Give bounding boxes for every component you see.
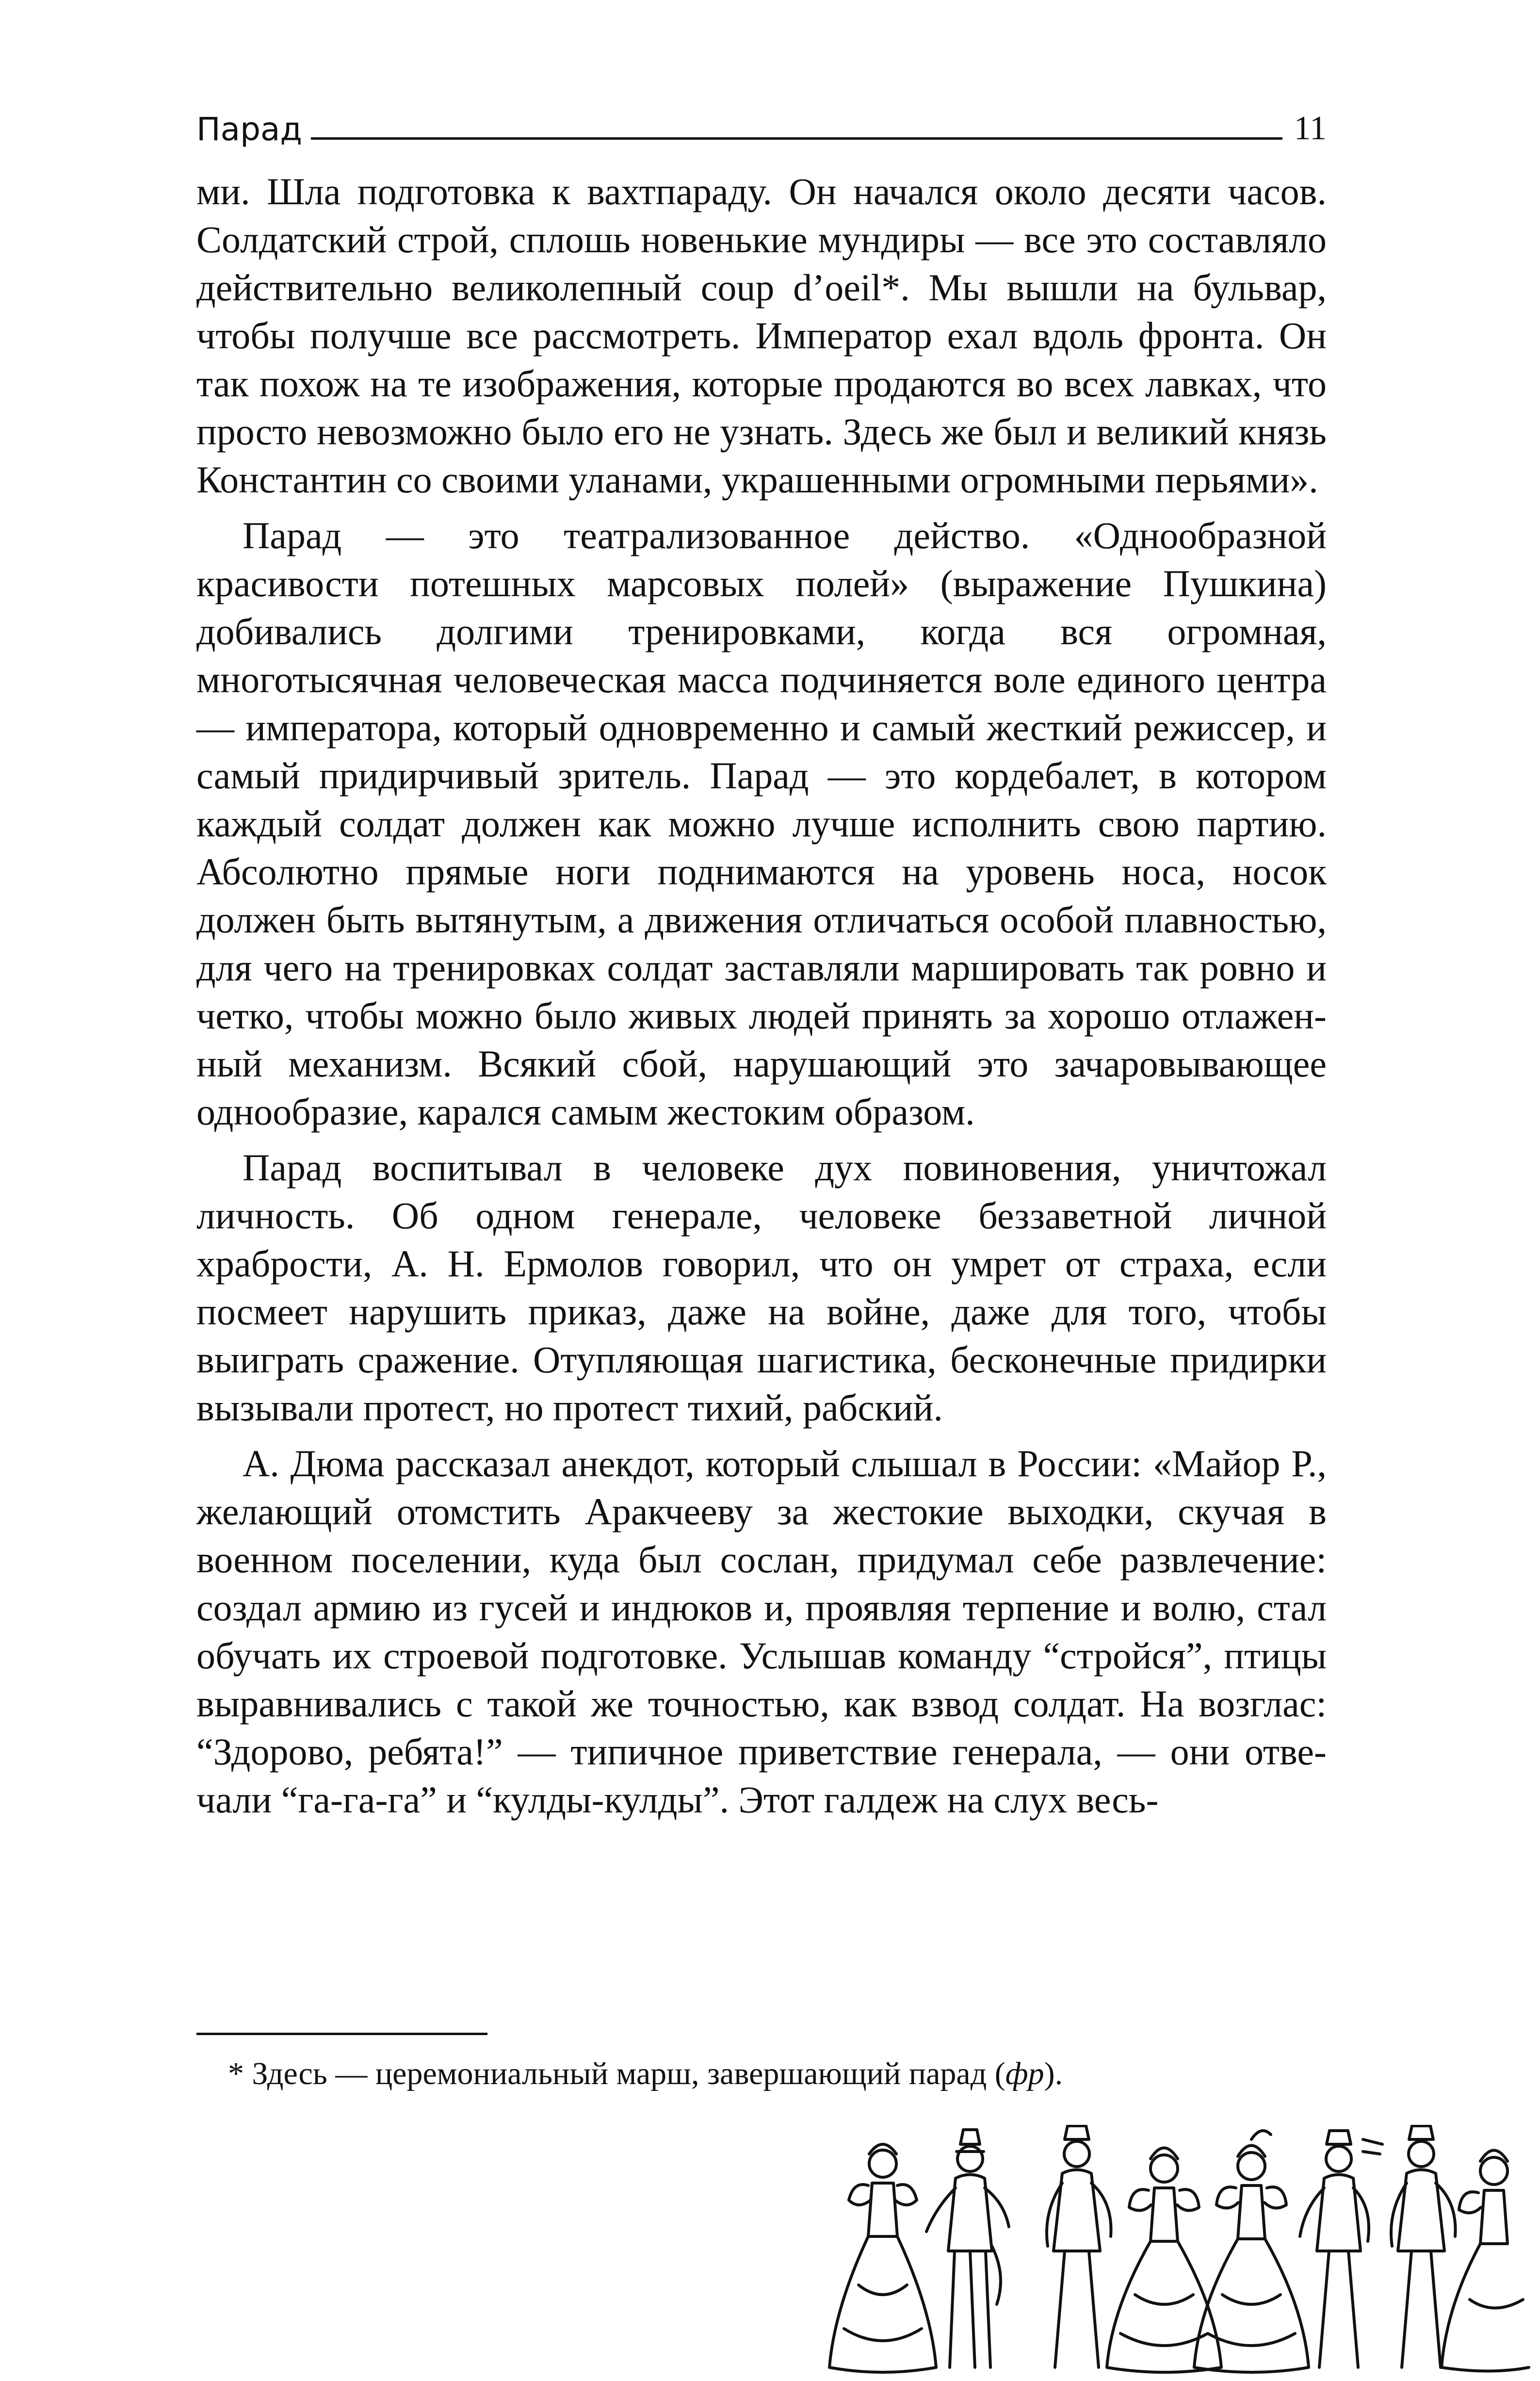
- page-number: 11: [1294, 110, 1327, 147]
- header-rule: [311, 137, 1282, 140]
- paragraph-3: Парад воспитывал в человеке дух повиновения, уничтожал личность. Об одном генерале, человеке беззаветной личной храбрости, А. Н. Ермолов говорил, что он умрет от страха, если посмеет нарушить приказ, даже на войне, даже для того, чтобы выиграть сражение. Отупляющая шагистика, бесконечные придирки вызывали протест, но протест тихий, рабский.: [196, 1146, 1327, 1429]
- footnote-text: * Здесь — церемониальный марш, завершающий парад (: [228, 2056, 1005, 2091]
- footnote-lang: фр: [1005, 2056, 1044, 2091]
- dancing-couples-engraving-icon: [825, 2125, 1533, 2377]
- footnote-close: ).: [1044, 2056, 1063, 2091]
- chapter-title: Парад: [196, 111, 303, 148]
- footnote-rule: [196, 2033, 487, 2035]
- paragraph-4: А. Дюма рассказал анекдот, который слышал в России: «Майор Р., желающий отомстить Аракчееву за жестокие выходки, скучая в военном поселении, куда был сослан, придумал себе развлечение: создал армию из гусей и индюков и, проявляя терпение и волю, стал обучать их строевой подготовке. Услышав команду “стройся”, птицы выравнивались с такой же точностью, как взвод солдат. На возглас: “Здорово, ребята!” — типичное приветствие генерала, — они отвечали “га-га-га” и “кулды-кулды”. Этот галдеж на слух весь-: [196, 1442, 1327, 1821]
- paragraph-1: ми. Шла подготовка к вахтпараду. Он начался около десяти часов. Солдатский строй, сплошь новенькие мундиры — все это составляло действительно великолепный coup d’oeil*. Мы вышли на бульвар, чтобы получше все рассмотреть. Император ехал вдоль фронта. Он так похож на те изображения, которые продаются во всех лавках, что просто невозможно было его не узнать. Здесь же был и великий князь Константин со своими уланами, украшенными огромными перьями».: [196, 170, 1327, 501]
- body-text: [196, 167, 1327, 1831]
- footnote: [228, 2055, 1295, 2093]
- running-head: [196, 97, 1327, 146]
- paragraph-2: Парад — это театрализованное действо. «Однообразной красивости потешных марсовых полей» (выражение Пушкина) добивались долгими тренировками, когда вся огромная, многотысячная человеческая масса подчиняется воле единого центра — императора, который одновременно и самый жесткий режиссер, и самый придирчивый зритель. Парад — это кордебалет, в котором каждый солдат должен как можно лучше исполнить свою партию. Абсолютно прямые ноги поднимаются на уровень носа, носок должен быть вытянутым, а движения отличаться особой плавностью, для чего на тренировках солдат заставляли маршировать так ровно и четко, чтобы можно было живых людей принять за хорошо отлаженный механизм. Всякий сбой, нарушающий это зачаровывающее однообразие, карался самым жестоким образом.: [196, 514, 1327, 1133]
